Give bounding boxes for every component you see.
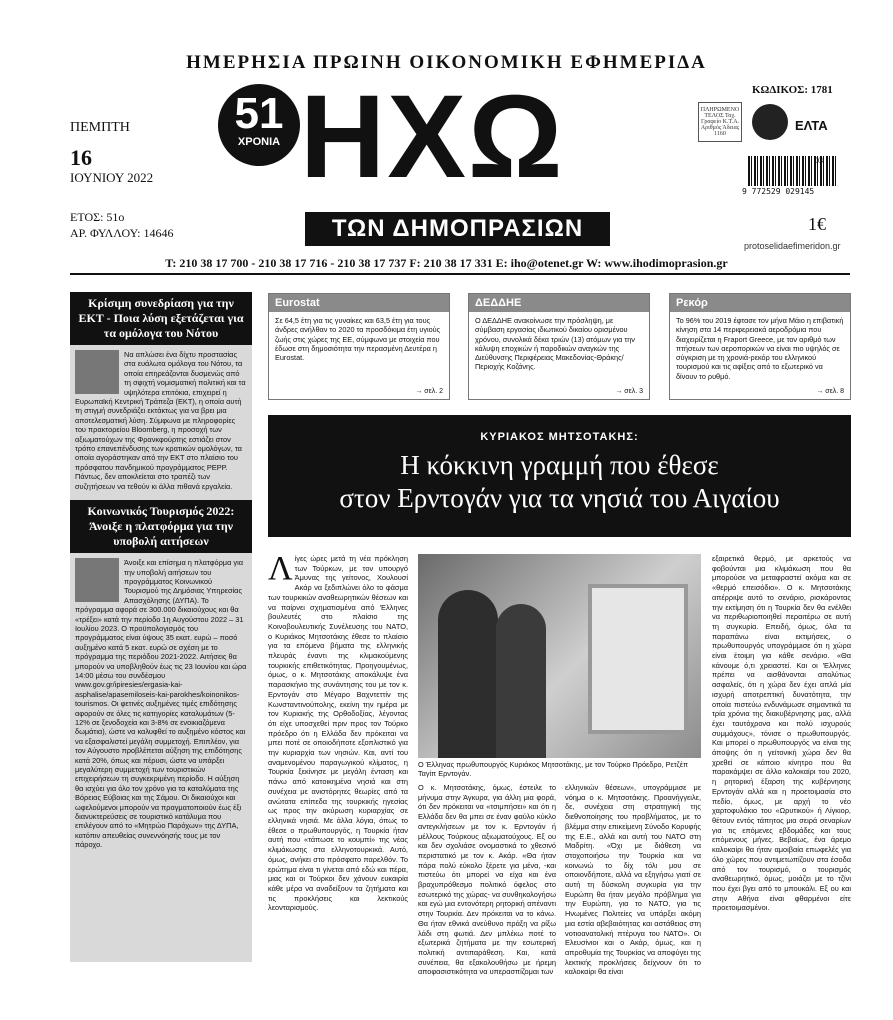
brief-body: Ο ΔΕΔΔΗΕ ανακοίνωσε την πρόσληψη, με σύμβαση εργασίας ιδιωτικού δικαίου ορισμένου χρόνου, συνολικά δέκα τριών (13) ατόμων για την κάλυψη εποχικών ή παροδικών αναγκών της Διεύθυνσης Περιφέρειας Μακεδονίας-Θράκης/ Περιοχής Κοζάνης. — [475, 316, 635, 372]
anniversary-number: 51 — [234, 89, 284, 138]
photo-figure — [438, 590, 498, 758]
brief-body: Το 96% του 2019 έφτασε τον μήνα Μάιο η επιβατική κίνηση στα 14 περιφερειακά αεροδρόμια που διαχειρίζεται η Fraport Greece, με τον αριθμό των πτήσεων των αεροπορικών να είναι πιο υψηλός σε σύγκριση με τη χρονιά-ρεκόρ του ελληνικού τουρισμού και τις αφίξεις από το εξωτερικό να δίνουν το ρυθμό. — [676, 316, 844, 381]
anniversary-label: ΧΡΟΝΙΑ — [237, 136, 281, 148]
masthead-subtitle: ΤΩΝ ΔΗΜΟΠΡΑΣΙΩΝ — [305, 212, 610, 246]
postage-stamp: ΠΛΗΡΩΜΕΝΟ ΤΕΛΟΣ Ταχ. Γραφείο Κ.Τ.Α. Αριθμός Άδειας 1160 — [698, 102, 742, 142]
brief-head: Eurostat — [269, 294, 449, 312]
lead-headline-line-2: στον Ερντογάν για τα νησιά του Αιγαίου — [339, 483, 780, 513]
page-ref: → σελ. 2 — [415, 388, 443, 395]
article-column-3 — [565, 783, 701, 977]
sidebar-headline-1: Κρίσιμη συνεδρίαση για την ΕΚΤ - Ποια λύση εξετάζεται για τα ομόλογα του Νότου — [70, 292, 252, 345]
date-month: ΙΟΥΝΙΟΥ 2022 — [70, 170, 154, 185]
article-text: ίγες ώρες μετά τη νέα πρόκληση των Τούρκων, με τον υπουργό Άμυνας της γείτονος, Χουλουσί Ακάρ να ξεδιπλώνει όλο το φάσμα των τουρκικών αναθεωρητικών θέσεων και να παίρνει σχηματισμένα από 'Ελληνες βουλευτές στο πλαίσιο της Κοινοβουλευτικής Συνέλευσης του ΝΑΤΟ, ο Κυριάκος Μητσοτάκης έθεσε το πλαίσιο για τα επόμενα βήματα της ελληνικής πλευράς έναντι της κλιμακούμενης τουρκικής επιθετικότητας. Προηγουμένως, όμως, ο κ. Μητσοτάκης αποκάλυψε ένα παρασκήνιο της συνάντησης του με τον κ. Ερντογάν στο Μέγαρο Βαχντεττίν της Κωνσταντινούπολης, εκείνη την ημέρα με τον Κυριακής της Ορθοδοξίας, λέγοντας ότι είχε υποσχεθεί πριν προς τον Τούρκο πρόεδρο ότι η Ελλάδα δεν πρόκειται να μπει ποτέ σε οποιοδήποτε εξοπλιστικό για την κυριαρχία των νησιών. Και, αντί του αναμενομένου παραγωγικού κλίματος, η Τουρκία ξεκίνησε με μεγάλη ένταση και πάνω από κατοικημένα νησιά και στη συνέχεια με ανιστόρητες θεωρίες από τα ανώτατα επίπεδα της τουρκικής ηγεσίας ως προς την ακύρωση κυριαρχίας σε ελληνικά νησιά. Με άλλα λόγια, όπως το έθεσε ο πρωθυπουργός, η Τουρκία ήταν αυτή που «τάπωσε το κουμπί» της νέας κλιμάκωσης στα ελληνοτουρκικά. Αυτό, όμως, ανήκει στο πρόσφατο παρελθόν. Το ερώτημα είναι τι γίνεται από εδώ και πέρα, μιας και οι Τούρκοι δεν χάνουν ευκαιρία κάθε μέρα να αναδείξουν τα ζητήματα και τις προκλήσεις και λεκτικούς λεονταρισμούς. — [268, 554, 408, 913]
article-column-4 — [712, 554, 851, 959]
page-ref: → σελ. 3 — [615, 388, 643, 395]
sidebar-body-2: Άνοιξε και επίσημα η πλατφόρμα για την υποβολή αιτήσεων του προγράμματος Κοινωνικού Τουρισμού της Δημόσιας Υπηρεσίας Απασχόλησης (ΔΥΠΑ). Το πρόγραμμα αφορά σε 300.000 δικαιούχους και θα «τρέξει» κατά την περίοδο 1η Αυγούστου 2022 – 31 Ιουλίου 2023. Ο προϋπολογισμός του προγράμματος είναι ύψους 35 εκατ. ευρώ – ποσό αυξημένο κατά 5 εκατ. ευρώ σε σχέση με το πρόγραμμα της περιόδου 2021-2022. Αιτήσεις θα μπορούν να υποβληθούν έως τις 23 Ιουνίου και ώρα 14:00 μέσω του συνδέσμου www.gov.gr/ipiresies/ergasia-kai-asphalise/apasemiloseis-kai-parokhes/koinonikos-tourismos. Οι φετινές αυξημένες τιμές επιδότησης αφορούν σε όλες τις κατηγορίες καταλυμάτων (5-12% σε ξενοδοχεία και 3-8% σε ενοικιαζόμενα δωμάτια), ώστε να καλυφθεί το αυξημένο κόστος και να εξασφαλιστεί μεγάλη συμμετοχή. Επιπλέον, για τον Αύγουστο προβλέπεται αύξηση της επιδότησης κατά 20%, όπως και πέρυσι, ώστε να υπάρξει μεγαλύτερη συμμετοχή των τουριστικών επιχειρήσεων τη συγκεκριμένη περίοδο. Η αύξηση θα ισχύει για όλο τον χρόνο για τα καταλύματα της Βόρειας Εύβοιας και της Σάμου. Οι δικαιούχοι και ωφελούμενοι μπορούν να πραγματοποιούν έως έξι διανυκτερεύσεις σε τουριστικό κατάλυμα που επιλέγουν από το «Μητρώο Παρόχων» της ΔΥΠΑ, κατόπιν απευθείας συνεννόησής τους με τον πάροχο. — [75, 558, 247, 850]
lead-banner — [268, 415, 851, 537]
seal-icon — [752, 104, 788, 140]
article-text: εξαιρετικά θερμό, με αρκετούς να φοβούνται μια κλιμάκωση που θα μπορούσε να μεταφραστεί ακόμα και σε «θερμό επεισόδιο». Ο κ. Μητσοτάκης απέρριψε αυτό το σενάριο, ρισκάροντας την εκτίμηση ότι η Τουρκία δεν θα ενέλθει να περιθωριοποιηθεί περαιτέρω σε αυτή τη συγκυρία. Επειδή, όμως, όλα τα παραπάνω είναι εκτιμήσεις, ο πρωθυπουργός υπογράμμισε ότι η χώρα είναι έτοιμη για κάθε σενάριο. «Θα κάνουμε ό,τι χρειαστεί. Και οι 'Ελληνες πρέπει να αισθάνονται απολύτως ασφαλείς, ότι η χώρα δεν έχει απλά μία ισχυρή αποτρεπτική δυνατότητα, την οποία πιστεύω ενδυνάμωσε σημαντικά τα τρία χρόνια της διακυβέρνησης μας, αλλά έχει ταυτόχρονα και πολύ ισχυρούς συμμάχους», τόνισε ο πρωθυπουργός. Και μπορεί ο πρωθυπουργός να είναι της άποψης ότι η γείτονική χώρα δεν θα χρεθεί σε κάποιο κίνητρο που θα παρακάμψει σε άλλο καλοκαίρι του 2020, η ρητορική έξαρση της κυβέρνησης Ερντογάν αλλά και η προετοιμασία στο πεδίο, όμως, με αρχή το νέο χαρτοφυλάκιο του «Ωρυτικού» ή Λίγκιορ, θέτουν εντός τάπητος μια σειρά σεναρίων για τις επόμενες εβδομάδες και τους επόμενους μήνες. Βεβαίως, ένα άρεμο καλοκαίρι θα ήταν αμοιβαία επωφελές για όλο χώρες που αντιμετωπίζουν στα έσοδα από τον τουρισμό, ο τουρισμός αναθεωρητικό, όμως, μοιάζει με το τζίνι που έχει βγει από το μπουκάλι. Εξ ου και στην Αθήνα είναι φθαρμένοι είτε προετοιμασμένοι. — [712, 554, 851, 913]
article-column-2 — [418, 783, 556, 977]
anniversary-badge — [218, 84, 300, 166]
barcode-issue: 03 — [815, 156, 823, 165]
photo-window — [588, 584, 688, 734]
masthead-logo: ΗΧΩ — [300, 71, 565, 203]
barcode — [748, 156, 838, 186]
article-text: ελληνικών θέσεων», υπογράμμισε με νόημα ο κ. Μητσοτάκης. Προανήγγειλε, δε, συνέχεια στη στρατηγική της διεθνοποίησης του προβλήματος, με το βλέμμα στην επικείμενη Σύνοδο Κορυφής της Ε.Ε., αλλά και αυτή του ΝΑΤΟ στη Μαδρίτη. «Όχι με διάθεση να στοχοποιήσω την Τουρκία και να κοινωνώ το δίχ τόλι μου σε οποιονδήποτε, αλλά να εξηγήσω γιατί σε αυτή τη δύσκολη συγκυρία για την Ευρώπη θα ήταν μεγάλο πρόβλημα για την Ευρώπη, για το ΝΑΤΟ, για τις Ηνωμένες Πολιτείες να υπάρξει ακόμη μια εστία αβεβαιότητας και αστάθειας στη νοτιοανατολική πτέρυγα του ΝΑΤΟ». Οι Ελευσίνιοι και ο Ακάρ, όμως, και η απροθυμία της Τουρκίας να αποφύγει της λεκτικής προκλήσεις δείχνουν ότι το καλοκαίρι θα είναι — [565, 783, 701, 977]
page-ref: → σελ. 8 — [816, 388, 844, 395]
brief-box — [669, 293, 851, 400]
thumbnail-image — [75, 558, 119, 602]
lead-photo — [418, 554, 701, 758]
sidebar — [70, 292, 252, 962]
lead-kicker: ΚΥΡΙΑΚΟΣ ΜΗΤΣΟΤΑΚΗΣ: — [480, 431, 639, 443]
drop-cap: Λ — [268, 550, 293, 587]
sidebar-story-1 — [70, 345, 252, 496]
divider — [70, 273, 850, 275]
issue-number: ΑΡ. ΦΥΛΛΟΥ: 14646 — [70, 226, 174, 240]
elta-logo: ΕΛΤΑ — [795, 118, 828, 133]
brief-box — [468, 293, 650, 400]
barcode-number: 9 772529 029145 — [742, 187, 815, 196]
brief-box — [268, 293, 450, 400]
article-text: Ο κ. Μητσοτάκης, όμως, έστειλε το μήνυμα στην Άγκυρα, για άλλη μια φορά, ότι δεν πρόκειται να «τσιμπήσει» και ότι η Ελλάδα δεν θα μπει σε έναν φαύλο κύκλο αντεγκλήσεων με τον κ. Ερντογάν ή μέλλους Τούρκους αξιωματούχους. Εξ ου και δεν σχολιάσε ονομαστικά το χθεσινό περιστατικό με τον κ. Ακάρ. «Θα ήταν πάρα πολύ εύκολο ξέρετε για μένα, -και πιστεύω ότι μπορεί να είχα και ένα βραχυπρόθεσμο πολιτικό όφελος στο εσωτερικό της χώρας- να συνθηκολογήσω και εγώ μια εντονότερη ρητορική απέναντι στην Τουρκία. Δεν πρόκειται να το κάνω. Θα ήταν εθνικά ανεύθυνο πράξη να ρίξω λάδι στη φωτιά. Δεν μπλέκω ποτέ το εξωτερικά ζητήματα με την εσωτερική πολιτική αντιπαράθεση. Και, κατά συνέπεια, θα εξακολουθήσω με ήρεμη αποφασιστικότητα να υπερασπίζομαι των — [418, 783, 556, 977]
thumbnail-image — [75, 350, 119, 394]
sidebar-story-2 — [70, 553, 252, 855]
sidebar-headline-2: Κοινωνικός Τουρισμός 2022: Άνοιξε η πλατφόρμα για την υποβολή αιτήσεων — [70, 500, 252, 553]
date-number: 16 — [70, 145, 92, 170]
lead-headline-line-1: Η κόκκινη γραμμή που έθεσε — [400, 450, 719, 480]
price: 1€ — [808, 214, 826, 234]
photo-caption: Ο Έλληνας πρωθυπουργός Κυριάκος Μητσοτάκης, με τον Τούρκο Πρόεδρο, Ρετζέπ Ταγίπ Ερντογάν. — [418, 760, 688, 778]
issue-year: ΕΤΟΣ: 51ο — [70, 210, 125, 224]
photo-figure — [496, 604, 546, 758]
contact-line: Τ: 210 38 17 700 - 210 38 17 716 - 210 38 17 737 F: 210 38 17 331 E: iho@otenet.gr W: www.ihodimoprasion.gr — [165, 256, 728, 270]
sidebar-body-1: Να απλώσει ένα δίχτυ προστασίας στα ευάλωτα ομόλογα του Νότου, τα οποία επηρεάζονται δυσμενώς από τη σφιχτή νομισματική πολιτική και τα υψηλότερα επιτόκια, επιχειρεί η Ευρωπαϊκή Κεντρική Τράπεζα (ΕΚΤ), η οποία αυτή τη στιγμή συνεδριάζει εκτάκτως για να βρει μια αποτελεσματική λύση. Σύμφωνα με πληροφορίες του πρακτορείου Bloomberg, η προσοχή των αξιωματούχων της Φρανκφούρτης εστιάζει στον τρόπο επανεπένδυσης των κρατικών ομολόγων, τα οποία αγοράστηκαν από την ΕΚΤ στο πλαίσιο του πρόσφατου πανδημικού προγράμματος PEPP. Πάντως, δεν αποκλείεται στο τραπέζι των συζητήσεων να τεθούν κι άλλα πιθανά εργαλεία. — [75, 350, 246, 491]
article-column-1 — [268, 550, 408, 959]
tagline: ΗΜΕΡΗΣΙΑ ΠΡΩΙΝΗ ΟΙΚΟΝΟΜΙΚΗ ΕΦΗΜΕΡΙΔΑ — [186, 52, 707, 73]
brief-body: Σε 64,5 έτη για τις γυναίκες και 63,5 έτη για τους άνδρες ανήλθαν το 2020 τα προσδόκιμα έτη υγιούς ζωής στις χώρες της ΕΕ, σύμφωνα με στοιχεία που έδωσε στη δημοσιότητα την περασμένη Δευτέρα η Eurostat. — [275, 316, 441, 363]
publication-code: ΚΩΔΙΚΟΣ: 1781 — [752, 84, 833, 96]
brief-head: Ρεκόρ — [670, 294, 850, 312]
brief-head: ΔΕΔΔΗΕ — [469, 294, 649, 312]
watermark-site: protoselidaefimeridon.gr — [744, 241, 841, 251]
weekday: ΠΕΜΠΤΗ — [70, 120, 130, 135]
